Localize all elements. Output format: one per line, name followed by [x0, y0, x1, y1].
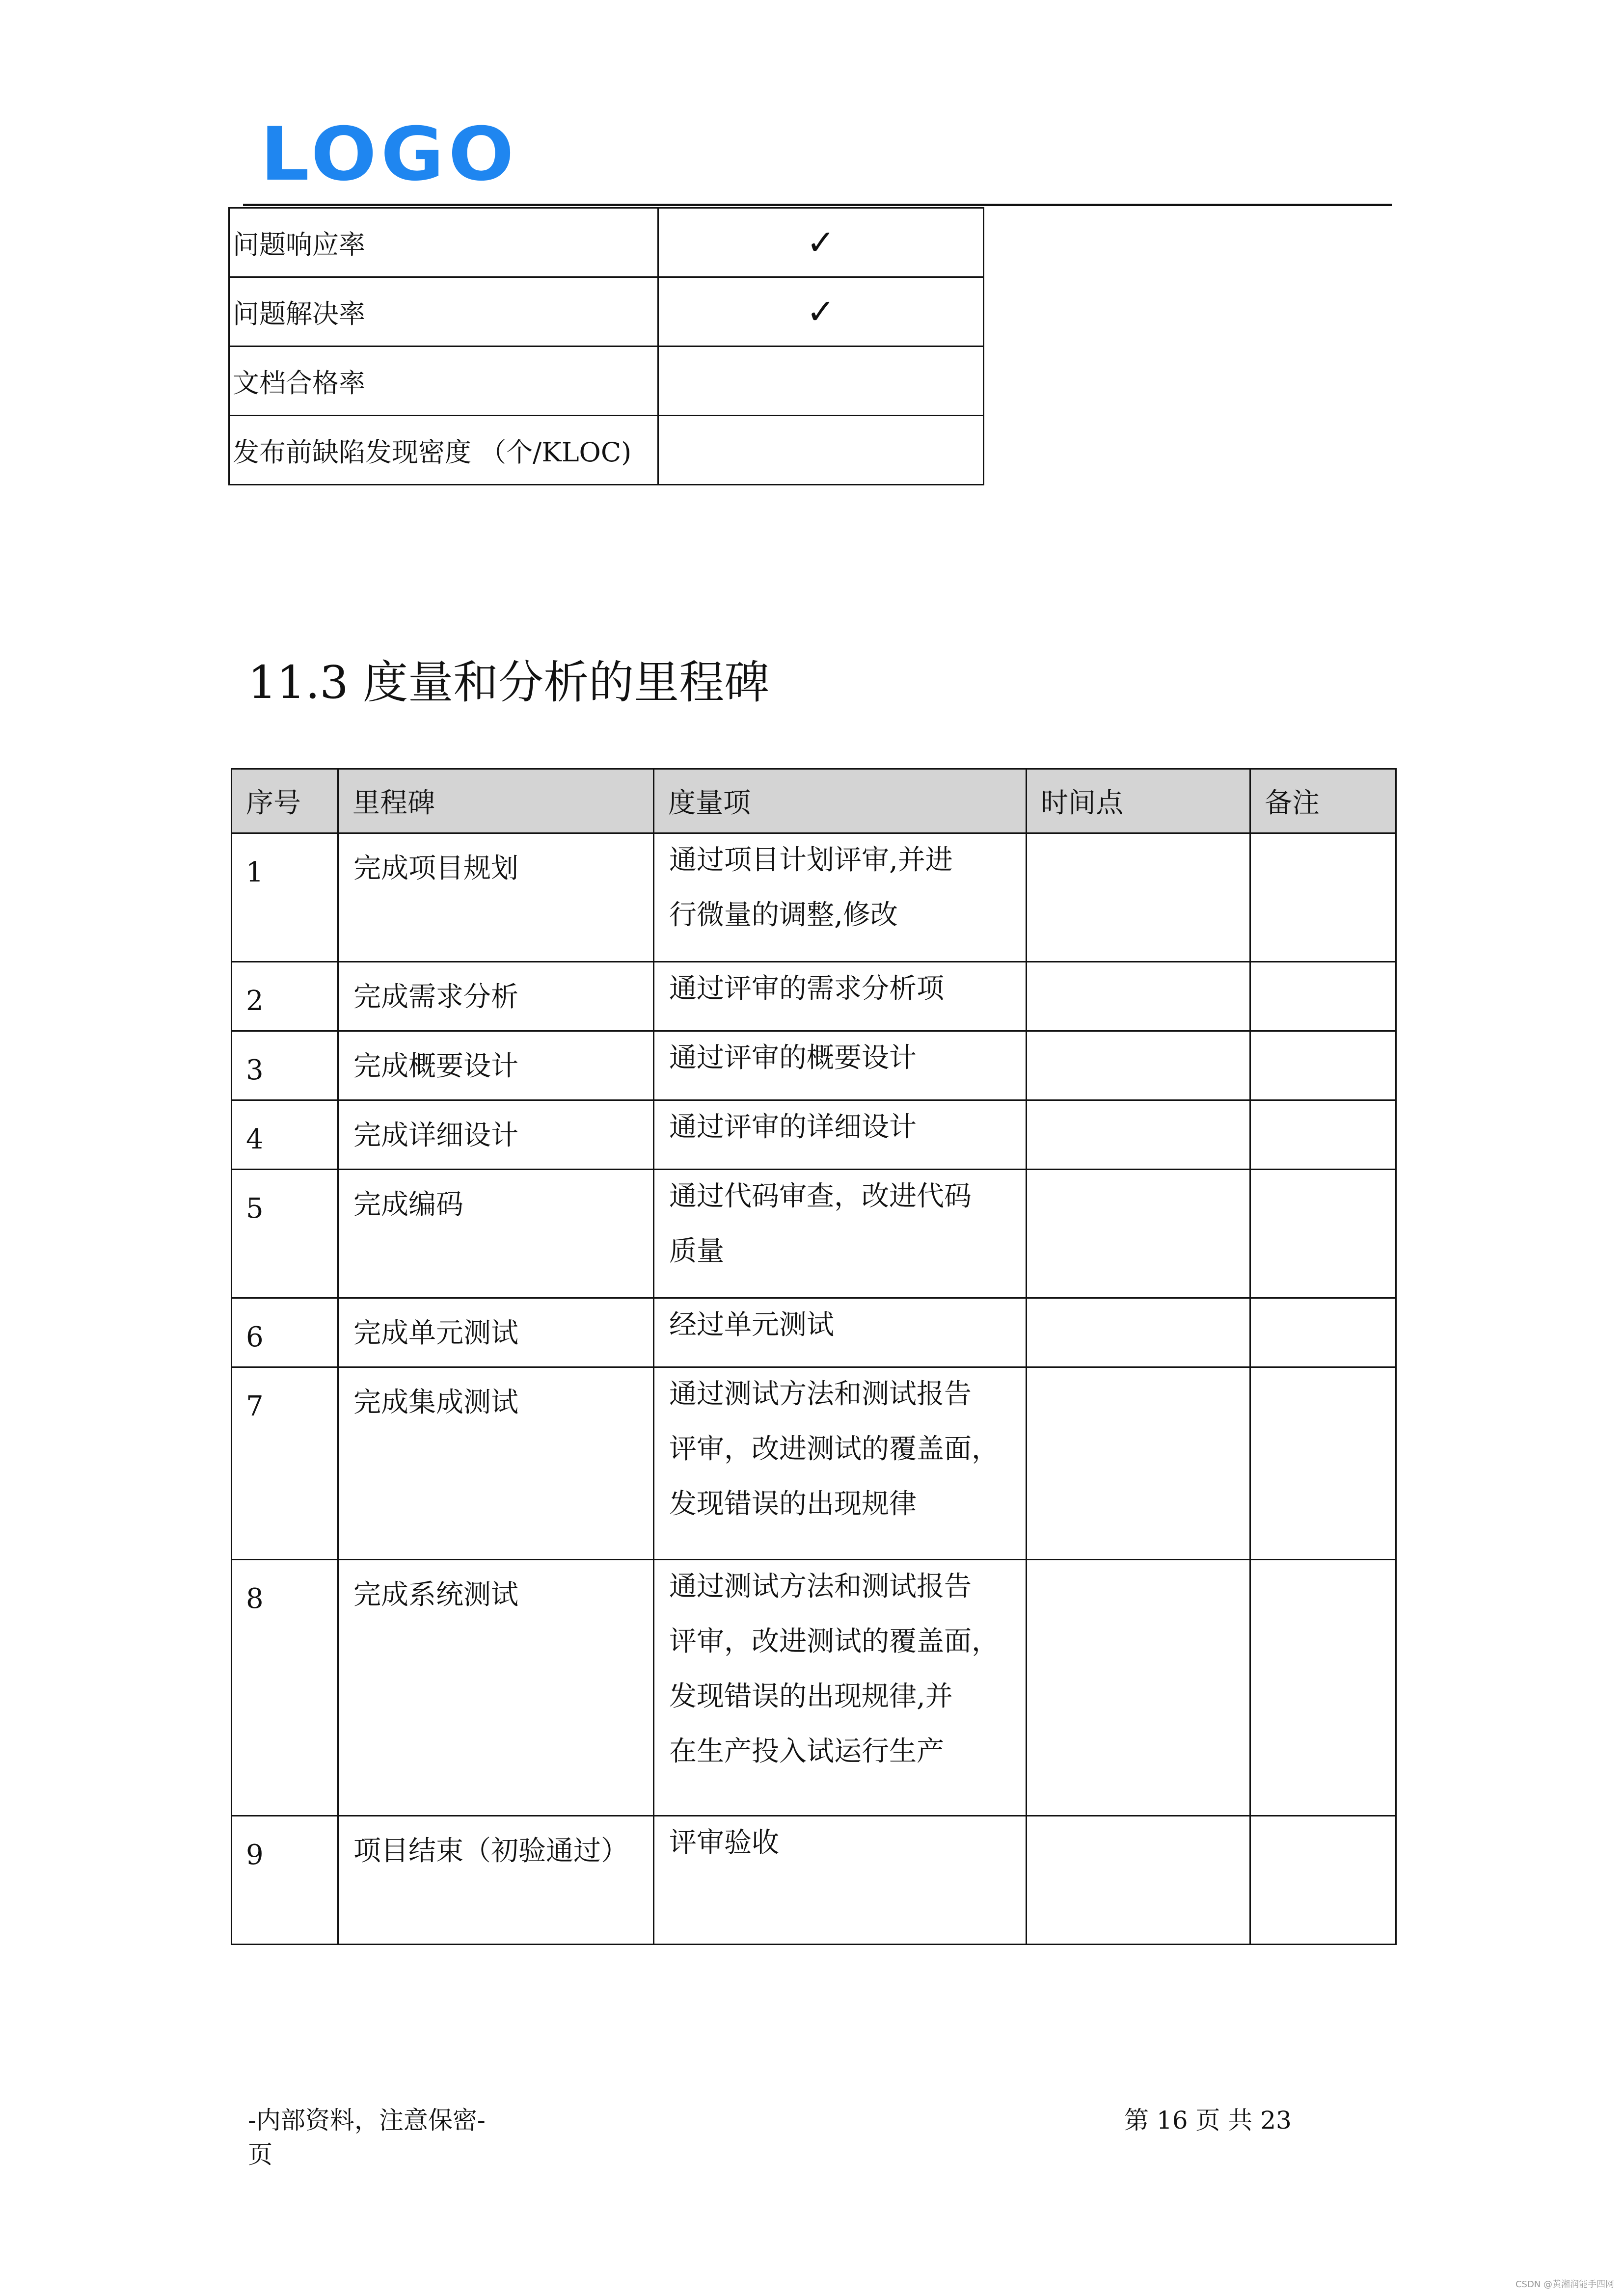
section-title: 11.3 度量和分析的里程碑: [248, 656, 770, 709]
cell-no: 1: [232, 833, 338, 962]
cell-no: 6: [232, 1298, 338, 1367]
table-row: [229, 208, 984, 277]
milestones-table: [231, 768, 1397, 1945]
table-row: [232, 1031, 1396, 1100]
cell-time: [1027, 1170, 1250, 1298]
table-row: [232, 1560, 1396, 1816]
table-row: [232, 1298, 1396, 1367]
cell-milestone: 完成概要设计: [338, 1031, 654, 1100]
cell-metric: [654, 1560, 1027, 1816]
metric-line: 通过测试方法和测试报告: [669, 1571, 972, 1602]
cell-milestone: 完成系统测试: [338, 1560, 654, 1816]
column-header-time: 时间点: [1027, 769, 1250, 833]
cell-milestone: 完成需求分析: [338, 962, 654, 1031]
table-row: [232, 962, 1396, 1031]
cell-milestone: 完成集成测试: [338, 1367, 654, 1560]
metric-line: 通过评审的详细设计: [669, 1111, 917, 1143]
column-header-metric: 度量项: [654, 769, 1027, 833]
header-divider: [243, 204, 1392, 206]
metric-line: 通过评审的概要设计: [669, 1042, 917, 1074]
cell-no: 8: [232, 1560, 338, 1816]
cell-note: [1250, 1100, 1396, 1170]
cell-metric: [654, 1031, 1027, 1100]
table-row: [232, 1816, 1396, 1945]
metric-check: ✓: [658, 277, 984, 347]
cell-metric: [654, 962, 1027, 1031]
cell-note: [1250, 962, 1396, 1031]
watermark: CSDN @黄湘润能手四网: [1515, 2279, 1614, 2290]
table-row: [232, 833, 1396, 962]
metric-line: 发现错误的出现规律,并: [669, 1681, 953, 1712]
cell-no: 5: [232, 1170, 338, 1298]
cell-metric: [654, 1100, 1027, 1170]
cell-time: [1027, 833, 1250, 962]
cell-note: [1250, 1170, 1396, 1298]
metrics-table: [228, 207, 984, 485]
cell-time: [1027, 1816, 1250, 1945]
cell-metric: [654, 1816, 1027, 1945]
cell-metric: [654, 833, 1027, 962]
footer-confidential: [248, 2103, 486, 2172]
metric-line: 通过项目计划评审,并进: [669, 844, 953, 876]
metric-line: 行微量的调整,修改: [669, 899, 898, 931]
metric-line: 评审验收: [669, 1827, 779, 1859]
metric-check: [658, 416, 984, 485]
cell-no: 3: [232, 1031, 338, 1100]
cell-no: 9: [232, 1816, 338, 1945]
metric-label: 发布前缺陷发现密度 （个/KLOC): [229, 416, 658, 485]
table-row: [232, 1100, 1396, 1170]
cell-metric: [654, 1298, 1027, 1367]
cell-milestone: 完成单元测试: [338, 1298, 654, 1367]
metric-line: 通过测试方法和测试报告: [669, 1378, 972, 1410]
cell-note: [1250, 1816, 1396, 1945]
metric-line: 经过单元测试: [669, 1309, 834, 1341]
metric-line: 评审，改进测试的覆盖面，: [669, 1626, 999, 1657]
cell-note: [1250, 1298, 1396, 1367]
footer-confidential-line2: 页: [248, 2140, 272, 2169]
table-row: [229, 277, 984, 347]
cell-no: 7: [232, 1367, 338, 1560]
cell-note: [1250, 1367, 1396, 1560]
cell-time: [1027, 1100, 1250, 1170]
cell-note: [1250, 1560, 1396, 1816]
metric-line: 发现错误的出现规律: [669, 1488, 917, 1520]
cell-note: [1250, 833, 1396, 962]
cell-time: [1027, 1298, 1250, 1367]
cell-time: [1027, 962, 1250, 1031]
cell-milestone: 完成项目规划: [338, 833, 654, 962]
company-logo: LOGO: [260, 112, 518, 197]
metric-line: 在生产投入试运行生产: [669, 1735, 944, 1767]
table-row: [229, 347, 984, 416]
column-header-note: 备注: [1250, 769, 1396, 833]
cell-milestone: 项目结束（初验通过）: [338, 1816, 654, 1945]
metric-label: 问题解决率: [229, 277, 658, 347]
metric-label: 文档合格率: [229, 347, 658, 416]
cell-time: [1027, 1367, 1250, 1560]
column-header-milestone: 里程碑: [338, 769, 654, 833]
cell-no: 4: [232, 1100, 338, 1170]
cell-milestone: 完成编码: [338, 1170, 654, 1298]
cell-note: [1250, 1031, 1396, 1100]
cell-no: 2: [232, 962, 338, 1031]
metric-line: 质量: [669, 1235, 724, 1267]
metric-line: 通过代码审查，改进代码: [669, 1180, 972, 1212]
table-header-row: [232, 769, 1396, 833]
table-row: [232, 1367, 1396, 1560]
cell-metric: [654, 1170, 1027, 1298]
metric-line: 通过评审的需求分析项: [669, 973, 944, 1005]
metric-label: 问题响应率: [229, 208, 658, 277]
table-row: [232, 1170, 1396, 1298]
metric-check: ✓: [658, 208, 984, 277]
cell-time: [1027, 1031, 1250, 1100]
metric-line: 评审，改进测试的覆盖面，: [669, 1433, 999, 1465]
metric-check: [658, 347, 984, 416]
page-number: 第 16 页 共 23: [1124, 2106, 1292, 2135]
cell-milestone: 完成详细设计: [338, 1100, 654, 1170]
footer-confidential-line1: -内部资料，注意保密-: [248, 2106, 486, 2135]
cell-metric: [654, 1367, 1027, 1560]
cell-time: [1027, 1560, 1250, 1816]
column-header-no: 序号: [232, 769, 338, 833]
table-row: [229, 416, 984, 485]
